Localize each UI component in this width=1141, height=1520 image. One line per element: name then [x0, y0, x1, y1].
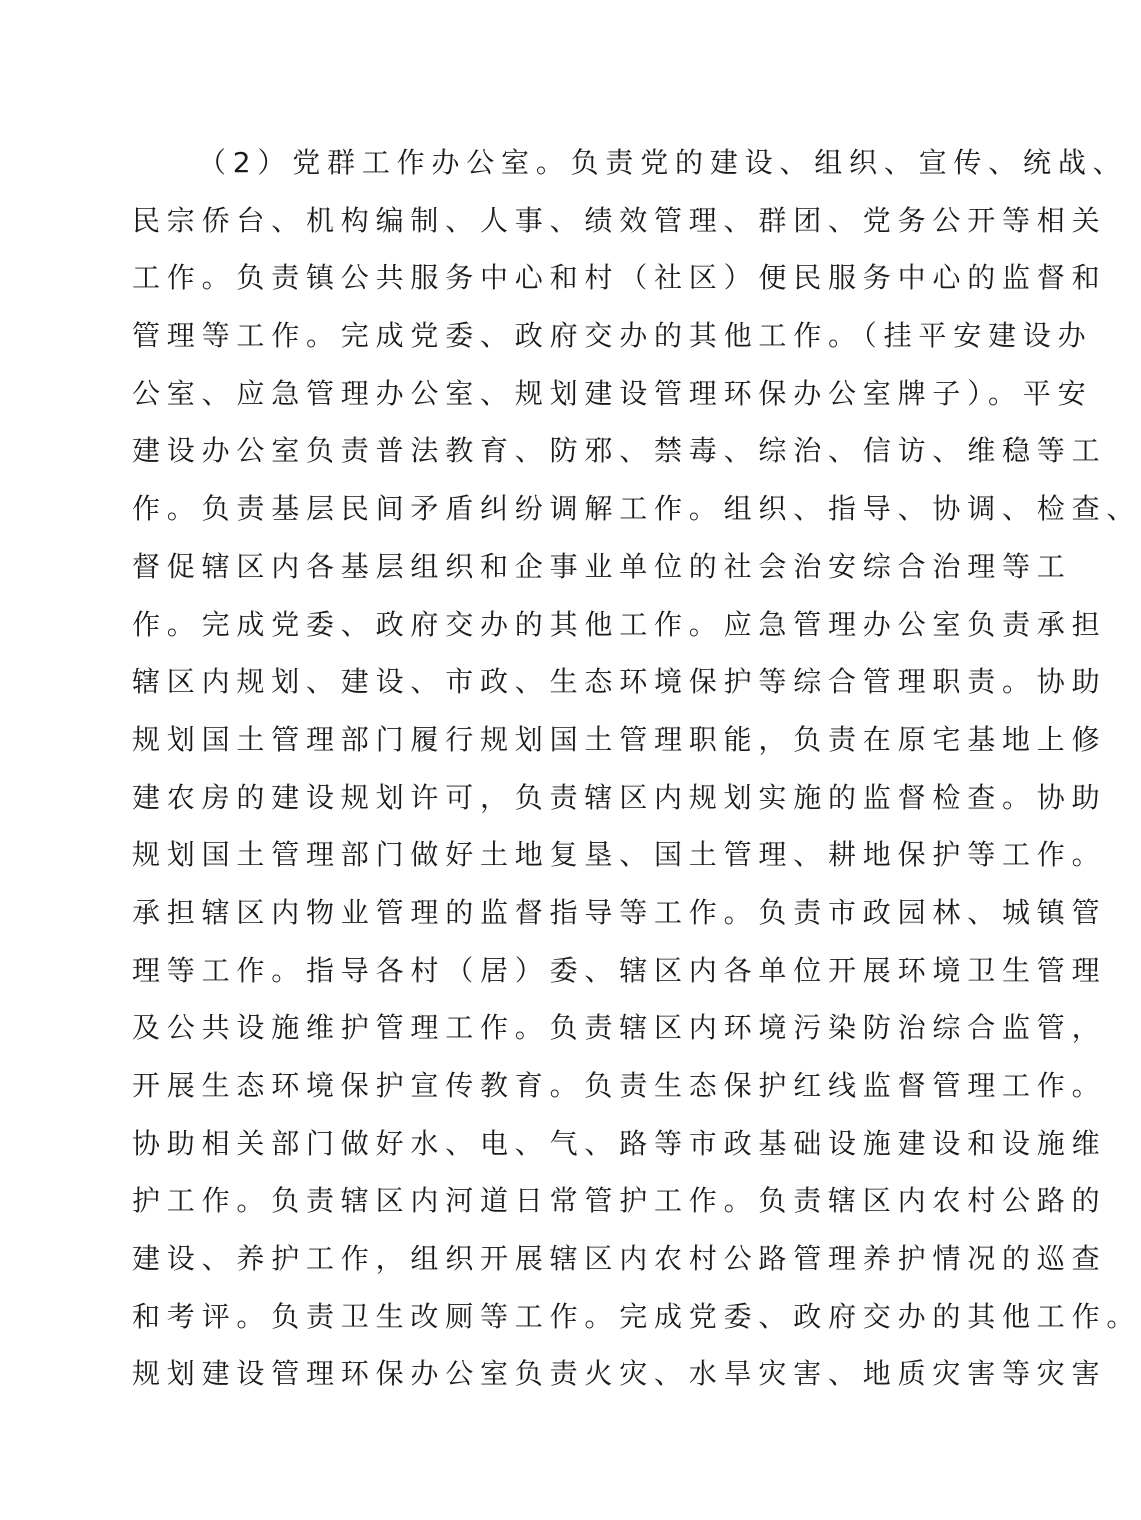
paragraph-line: 建设办公室负责普法教育、防邪、禁毒、综治、信访、维稳等工 — [132, 434, 1107, 468]
paragraph-line: 规划国土管理部门履行规划国土管理职能，负责在原宅基地上修 — [132, 722, 1107, 756]
paragraph-line: 督促辖区内各基层组织和企事业单位的社会治安综合治理等工 — [132, 549, 1072, 583]
paragraph-line: 开展生态环境保护宣传教育。负责生态保护红线监督管理工作。 — [132, 1069, 1107, 1102]
paragraph-line: 民宗侨台、机构编制、人事、绩效管理、群团、党务公开等相关 — [132, 203, 1107, 237]
paragraph-line: 和考评。负责卫生改厕等工作。完成党委、政府交办的其他工作。 — [132, 1299, 1141, 1333]
paragraph-line: 作。负责基层民间矛盾纠纷调解工作。组织、指导、协调、检查、 — [132, 492, 1141, 526]
paragraph-line: 管理等工作。完成党委、政府交办的其他工作。（挂平安建设办 — [132, 319, 1093, 353]
paragraph-line: 公室、应急管理办公室、规划建设管理环保办公室牌子）。平安 — [132, 376, 1093, 410]
paragraph-line: 承担辖区内物业管理的监督指导等工作。负责市政园林、城镇管 — [132, 895, 1107, 929]
paragraph-line: 作。完成党委、政府交办的其他工作。应急管理办公室负责承担 — [132, 607, 1107, 641]
paragraph-line: 工作。负责镇公共服务中心和村（社区）便民服务中心的监督和 — [132, 261, 1107, 295]
body-paragraph — [132, 134, 1141, 1403]
paragraph-line: 护工作。负责辖区内河道日常管护工作。负责辖区内农村公路的 — [132, 1184, 1107, 1218]
paragraph-line: （2）党群工作办公室。负责党的建设、组织、宣传、统战、 — [198, 146, 1128, 179]
paragraph-line: 理等工作。指导各村（居）委、辖区内各单位开展环境卫生管理 — [132, 953, 1107, 987]
paragraph-line: 及公共设施维护管理工作。负责辖区内环境污染防治综合监管， — [132, 1011, 1107, 1045]
paragraph-line: 建农房的建设规划许可，负责辖区内规划实施的监督检查。协助 — [132, 780, 1107, 814]
paragraph-line: 辖区内规划、建设、市政、生态环境保护等综合管理职责。协助 — [132, 665, 1107, 699]
paragraph-line: 协助相关部门做好水、电、气、路等市政基础设施建设和设施维 — [132, 1126, 1107, 1160]
paragraph-line: 规划国土管理部门做好土地复垦、国土管理、耕地保护等工作。 — [132, 838, 1107, 872]
paragraph-line: 建设、养护工作，组织开展辖区内农村公路管理养护情况的巡查 — [132, 1242, 1107, 1276]
paragraph-line: 规划建设管理环保办公室负责火灾、水旱灾害、地质灾害等灾害 — [132, 1357, 1107, 1391]
